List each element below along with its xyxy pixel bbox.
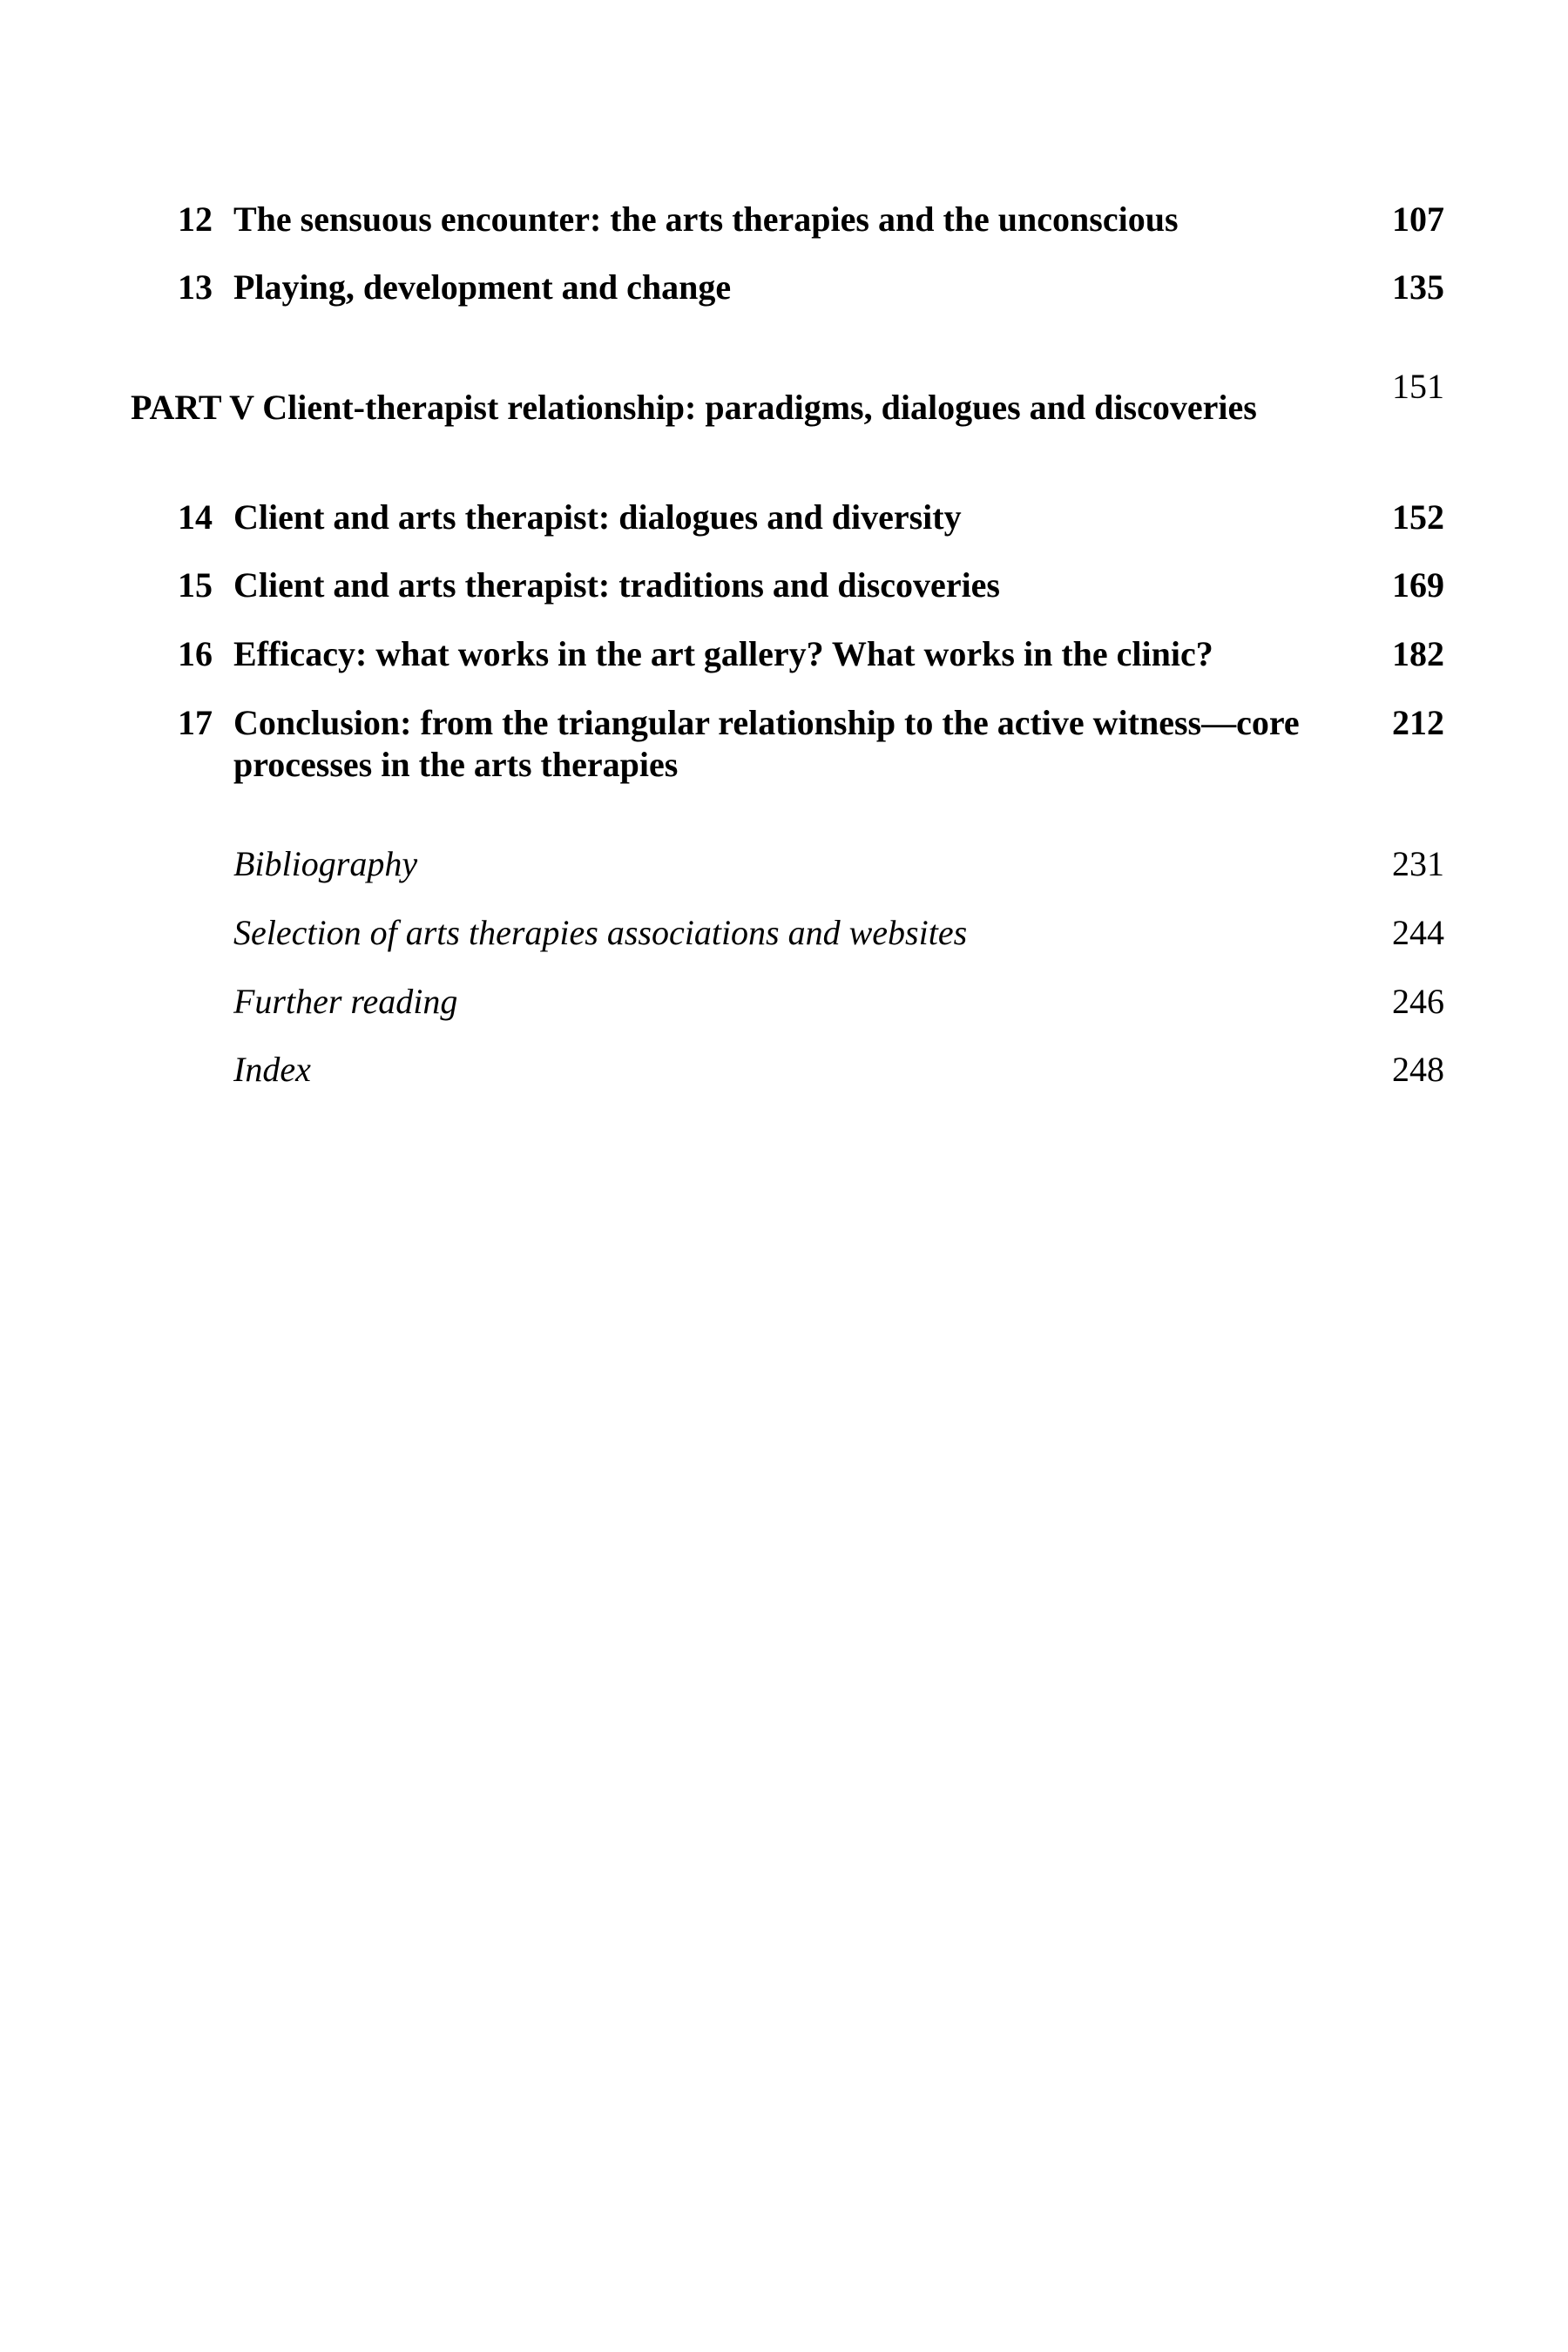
chapter-title: Client and arts therapist: traditions and discoveries [233, 565, 1000, 605]
chapter-number: 14 [178, 497, 213, 537]
chapter-number: 12 [178, 199, 213, 239]
chapter-page: 182 [1392, 634, 1444, 673]
backmatter-title: Index [233, 1050, 311, 1089]
chapter-title: Conclusion: from the triangular relationship to the active witness—core processes in the arts therapies [233, 703, 1300, 784]
part-title: PART V Client-therapist relationship: paradigms, dialogues and discoveries [131, 388, 1257, 427]
chapter-page: 135 [1392, 267, 1444, 307]
chapter-title: Playing, development and change [233, 267, 732, 307]
chapter-number: 17 [178, 703, 213, 742]
backmatter-page: 246 [1392, 982, 1444, 1021]
backmatter-page: 244 [1392, 913, 1444, 952]
chapter-title: The sensuous encounter: the arts therapies and the unconscious [233, 199, 1179, 239]
backmatter-title: Bibliography [233, 844, 418, 883]
chapter-page: 152 [1392, 497, 1444, 537]
chapter-number: 13 [178, 267, 213, 307]
chapter-page: 169 [1392, 565, 1444, 605]
backmatter-page: 231 [1392, 844, 1444, 883]
backmatter-title: Further reading [233, 982, 458, 1021]
chapter-page: 107 [1392, 199, 1444, 239]
chapter-number: 16 [178, 634, 213, 673]
backmatter-title: Selection of arts therapies associations and websites [233, 913, 968, 952]
chapter-page: 212 [1392, 703, 1444, 742]
chapter-title: Efficacy: what works in the art gallery? What works in the clinic? [233, 634, 1213, 673]
part-page: 151 [1392, 367, 1444, 406]
chapter-title: Client and arts therapist: dialogues and diversity [233, 497, 962, 537]
chapter-number: 15 [178, 565, 213, 605]
backmatter-page: 248 [1392, 1050, 1444, 1089]
